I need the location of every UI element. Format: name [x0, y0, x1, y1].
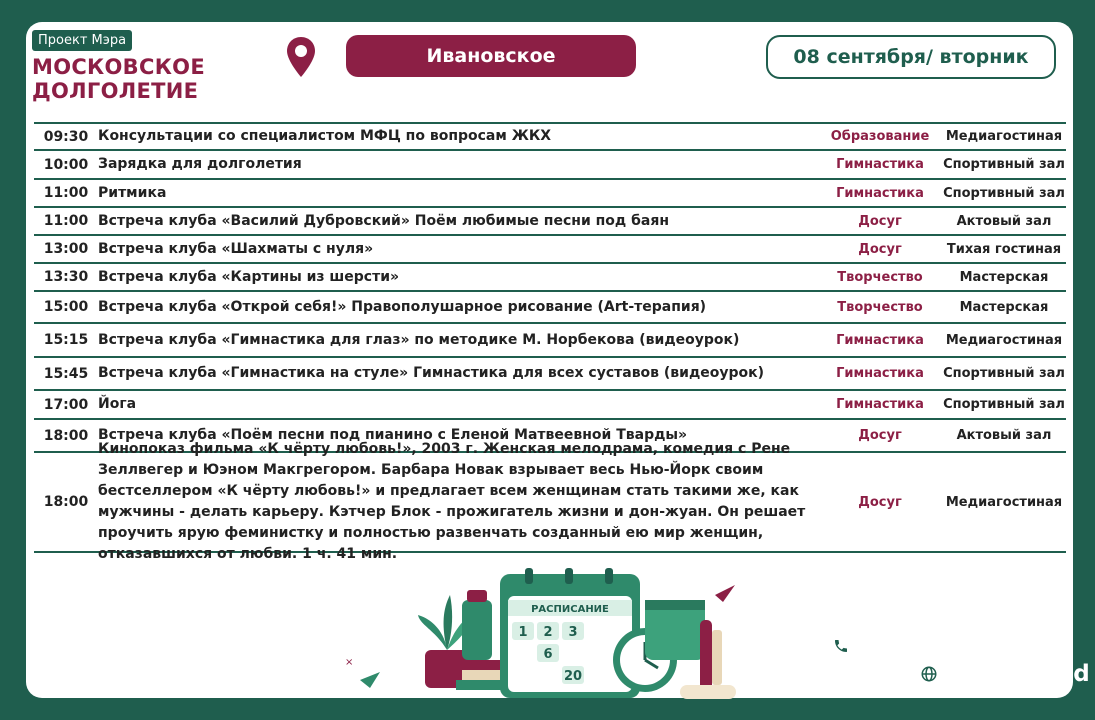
row-title: Встреча клуба «Поём песни под пианино с Еленой Матвеевной Тварды»	[98, 427, 688, 443]
row-title: Зарядка для долголетия	[98, 156, 302, 172]
table-row	[34, 358, 1066, 391]
logo-line-1: МОСКОВСКОЕ	[32, 55, 205, 79]
row-time: 15:00	[43, 299, 89, 315]
schedule-table	[34, 122, 1066, 562]
row-time: 18:00	[43, 427, 89, 444]
row-place: Мастерская	[959, 299, 1049, 315]
calendar-illustration	[340, 560, 760, 714]
row-time: 13:30	[43, 269, 89, 285]
row-category: Гимнастика	[836, 332, 924, 348]
table-row	[34, 151, 1066, 180]
calendar-label: РАСПИСАНИЕ	[531, 604, 609, 615]
location-badge: Ивановское	[346, 35, 636, 77]
svg-text:×: ×	[345, 657, 354, 668]
row-category: Образование	[830, 129, 930, 144]
row-category: Гимнастика	[836, 185, 924, 201]
table-row	[34, 292, 1066, 324]
row-place: Тихая гостиная	[946, 241, 1062, 257]
date-badge: 08 сентября/ вторник	[766, 35, 1056, 79]
table-row	[34, 324, 1066, 358]
table-row	[34, 236, 1066, 264]
row-time: 10:00	[43, 156, 89, 173]
table-row	[34, 208, 1066, 236]
row-title: Кинопоказ фильма «К чёрту любовь!», 2003 г. Женская мелодрама, комедия с Рене Зеллвегер и Юэном Макгрегором. Барбара Новак взрывает весь Нью-Йорк своим бестселлером «К чёрту любовь!» и предлагает всем женщинам стать такими же, как мужчины - делать карьеру. Кэтчер Блок - прожигатель жизни и дон-жуан. Он решает проучить ярую феминистку и полностью развенчать созданный ею мир женщин, отказавшихся от любви. 1 ч. 41 мин.	[98, 441, 806, 562]
row-place: Медиагостиная	[945, 494, 1063, 510]
row-category: Творчество	[837, 299, 923, 315]
table-row	[34, 391, 1066, 420]
row-place: Спортивный зал	[943, 366, 1065, 381]
row-time: 18:00	[43, 494, 89, 510]
row-time: 11:00	[43, 185, 89, 201]
row-time: 11:00	[43, 213, 89, 229]
table-row	[34, 180, 1066, 208]
row-category: Творчество	[837, 269, 923, 285]
site-url: mos.ru/md	[951, 661, 1090, 687]
phone-number: +7 (495) 870 44 44	[862, 620, 1071, 672]
row-place: Спортивный зал	[943, 157, 1065, 172]
row-title: Встреча клуба «Гимнастика для глаз» по методике М. Норбекова (видеоурок)	[98, 331, 740, 348]
row-place: Актовый зал	[956, 213, 1052, 229]
footer-site[interactable]	[915, 660, 1090, 688]
calendar-number: 20	[563, 669, 583, 684]
calendar-number: 6	[543, 647, 553, 662]
row-place: Медиагостиная	[945, 332, 1063, 348]
row-title: Встреча клуба «Гимнастика на стуле» Гимнастика для всех суставов (видеоурок)	[98, 365, 765, 381]
row-category: Гимнастика	[836, 397, 924, 412]
row-title: Йога	[98, 396, 137, 412]
row-time: 13:00	[43, 241, 89, 257]
table-row	[34, 264, 1066, 292]
row-category: Досуг	[858, 494, 902, 510]
row-time: 15:15	[43, 332, 89, 348]
row-place: Мастерская	[959, 269, 1049, 285]
row-title: Встреча клуба «Открой себя!» Правополушарное рисование (Art-терапия)	[98, 298, 707, 315]
globe-icon	[915, 660, 943, 688]
table-row	[34, 441, 1066, 562]
logo-line-2: ДОЛГОЛЕТИЕ	[32, 79, 199, 103]
row-category: Досуг	[858, 213, 902, 229]
calendar-number: 2	[543, 625, 553, 640]
row-place: Медиагостиная	[945, 129, 1063, 144]
row-title: Встреча клуба «Шахматы с нуля»	[98, 240, 374, 257]
row-title: Встреча клуба «Картины из шерсти»	[98, 268, 400, 285]
calendar-number: 1	[518, 625, 528, 640]
row-category: Досуг	[858, 428, 902, 443]
calendar-number: 3	[568, 625, 578, 640]
row-place: Спортивный зал	[943, 397, 1065, 412]
location-pin-icon	[286, 36, 316, 82]
phone-icon	[828, 632, 854, 660]
row-place: Актовый зал	[956, 428, 1052, 443]
row-category: Досуг	[858, 241, 902, 257]
row-time: 15:45	[43, 365, 89, 382]
row-place: Спортивный зал	[943, 185, 1065, 201]
row-title: Консультации со специалистом МФЦ по вопросам ЖКХ	[98, 128, 552, 144]
table-row	[34, 124, 1066, 151]
row-category: Гимнастика	[836, 366, 924, 381]
row-title: Встреча клуба «Василий Дубровский» Поём любимые песни под баян	[98, 212, 669, 229]
row-time: 17:00	[43, 396, 89, 413]
row-title: Ритмика	[98, 184, 167, 201]
row-time: 09:30	[43, 128, 89, 145]
row-category: Гимнастика	[836, 157, 924, 172]
logo-tag: Проект Мэра	[32, 30, 132, 51]
